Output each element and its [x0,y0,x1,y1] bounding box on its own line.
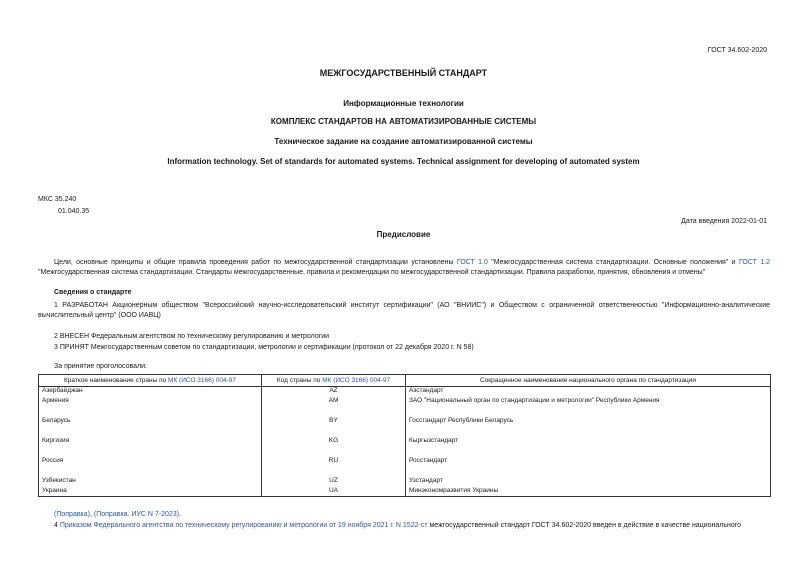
voted-label: За принятие проголосовали: [54,363,147,370]
cell-code: AZ [262,387,406,397]
voting-table [38,374,771,497]
cell-body: Росстандарт [406,457,771,477]
cell-country: Азербайджан [39,387,262,397]
table-row [39,437,771,457]
cell-country: Украина [39,487,262,497]
cell-code: UA [262,487,406,497]
title-english: Information technology. Set of standards for automated systems. Technical assignment for developing of automated system [167,157,640,166]
cell-body: ЗАО "Национальный орган по стандартизации и метрологии" Республики Армения [406,397,771,417]
cell-country: Россия [39,457,262,477]
cell-code: UZ [262,477,406,487]
cell-country: Киргизия [39,437,262,457]
col-code-label: Код страны по [276,377,323,384]
amendment-link-1[interactable]: (Поправка) [54,511,90,518]
foreword-text: Цели, основные принципы и общие правила проведения работ по межгосударственной стандартизации установлены [54,259,457,266]
intro-date: Дата введения 2022-01-01 [681,218,767,225]
col-country [39,375,262,387]
mk-iso-link-2[interactable]: МК (ИСО 3166) 004-97 [322,377,391,384]
mk-iso-link-1[interactable]: МК (ИСО 3166) 004-97 [168,377,236,384]
order-link[interactable]: Приказом Федерального агентства по техническому регулированию и метрологии от 19 ноября 2021 г. N 1522-ст [59,522,428,529]
title-group: Информационные технологии [343,99,464,108]
table-row [39,487,771,497]
amend-separator: , [90,511,94,518]
mks-code: МКС 35.240 [38,196,77,203]
doc-number: ГОСТ 34.602-2020 [707,47,767,54]
item-4-num: 4 [54,522,60,529]
item-1: 1 РАЗРАБОТАН Акционерным обществом "Всероссийский научно-исследовательский институт сертификации" (АО "ВНИИС") и Обществом с ограниченной ответственностью "Информационно-аналитические вычислительный центр" (ООО ИАВЦ) [38,302,770,319]
item-2: 2 ВНЕСЕН Федеральным агентством по техническому регулированию и метрологии [54,333,330,340]
amendment-link-2[interactable]: (Поправка. ИУС N 7-2023) [93,511,180,518]
item-3: 3 ПРИНЯТ Межгосударственным советом по стандартизации, метрологии и сертификации (протокол от 22 декабря 2020 г. N 58) [54,344,474,351]
col-code [262,375,406,387]
item-4 [54,521,770,531]
amendments [54,510,770,520]
table-row [39,387,771,397]
cell-code: AM [262,397,406,417]
cell-code: BY [262,417,406,437]
table-row [39,397,771,417]
cell-country: Беларусь [39,417,262,437]
amend-end: . [179,511,181,518]
cell-body: Азстандарт [406,387,771,397]
mks-code-2: 01.040.35 [58,208,90,215]
foreword-paragraph [38,258,770,278]
title-main: Техническое задание на создание автоматизированной системы [274,137,533,146]
info-heading: Сведения о стандарте [54,289,132,296]
cell-code: KG [262,437,406,457]
cell-body: Госстандарт Республики Беларусь [406,417,771,437]
table-row [39,477,771,487]
foreword-text-3: "Межгосударственная система стандартизации. Стандарты межгосударственные, правила и рекомендации по межгосударственной стандартизации. Правила разработки, принятия, обновления и отмены" [38,269,706,276]
foreword-text-2: "Межгосударственная система стандартизации. Основные положения" и [487,259,739,266]
table-row [39,457,771,477]
cell-body: Узстандарт [406,477,771,487]
gost-1-2-link[interactable]: ГОСТ 1.2 [738,259,770,266]
table-row [39,417,771,437]
cell-body: Минэкономразвития Украины [406,487,771,497]
cell-country: Узбекистан [39,477,262,487]
foreword-heading: Предисловие [376,230,431,239]
gost-1-0-link[interactable]: ГОСТ 1.0 [456,259,488,266]
col-country-label: Краткое наименование страны по [64,377,169,384]
item-4-text: межгосударственный стандарт ГОСТ 34.602-2020 введен в действие в качестве национального [427,522,742,529]
cell-code: RU [262,457,406,477]
standard-kind: МЕЖГОСУДАРСТВЕННЫЙ СТАНДАРТ [319,68,488,78]
table-header [39,375,771,387]
title-complex: КОМПЛЕКС СТАНДАРТОВ НА АВТОМАТИЗИРОВАННЫЕ СИСТЕМЫ [270,117,537,126]
cell-body: Кыргызстандарт [406,437,771,457]
cell-country: Армения [39,397,262,417]
col-body: Сокращенное наименование национального органа по стандартизации [406,375,771,387]
